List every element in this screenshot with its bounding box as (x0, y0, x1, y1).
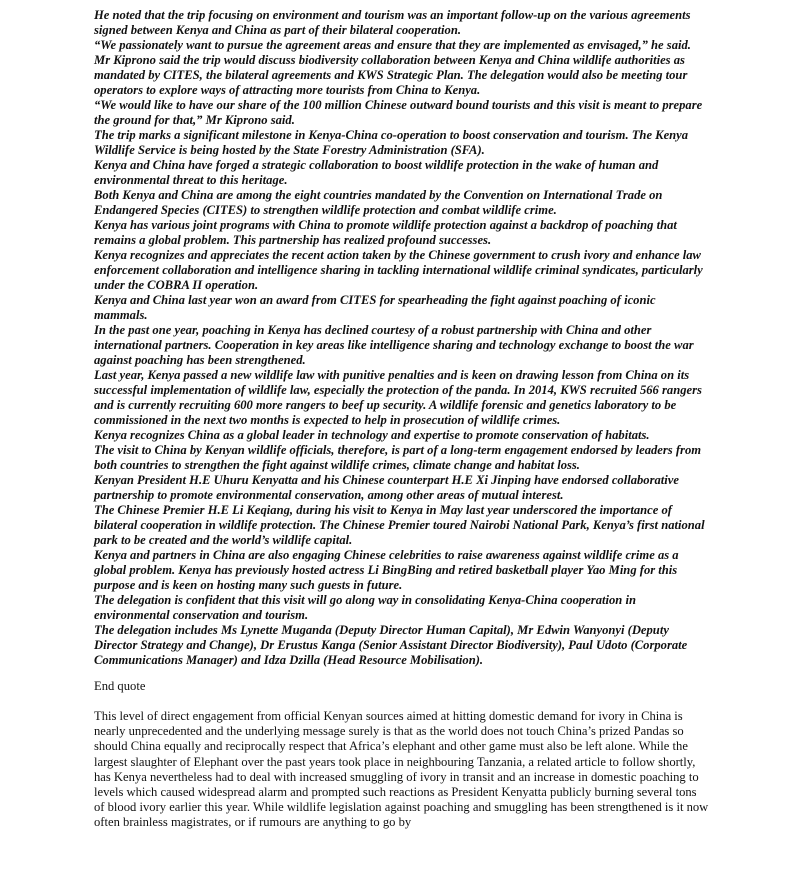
body-paragraph: This level of direct engagement from official Kenyan sources aimed at hitting domestic demand for ivory in China is nearly unprecedented and the underlying message surely is that as the world does not touch China’s prized Pandas so should China equally and reciprocally respect that Africa’s elephant and other game must also be left alone. While the largest slaughter of Elephant over the past years took place in neighbouring Tanzania, a related article to follow shortly, has Kenya nevertheless had to deal with increased smuggling of ivory in transit and an increase in domestic poaching to levels which caused widespread alarm and prompted such reactions as President Kenyatta publicly burning several tons of blood ivory earlier this year. While wildlife legislation against poaching and smuggling has been strengthened is it now often brainless magistrates, or if rumours are anything to go by (94, 709, 709, 830)
quote-paragraph: The Chinese Premier H.E Li Keqiang, during his visit to Kenya in May last year underscored the importance of bilateral cooperation in wildlife protection. The Chinese Premier toured Nairobi National Park, Kenya’s first national park to be created and the world’s wildlife capital. (94, 503, 705, 547)
quote-paragraph: The visit to China by Kenyan wildlife officials, therefore, is part of a long-term engagement endorsed by leaders from both countries to strengthen the fight against wildlife crimes, climate change and habitat loss. (94, 443, 702, 472)
quote-paragraph: Kenya has various joint programs with China to promote wildlife protection against a backdrop of poaching that remains a global problem. This partnership has realized profound successes. (94, 218, 677, 247)
quote-paragraph: Kenya and China last year won an award from CITES for spearheading the fight against poaching of iconic mammals. (94, 293, 656, 322)
quote-paragraph: Mr Kiprono said the trip would discuss biodiversity collaboration between Kenya and China wildlife authorities as mandated by CITES, the bilateral agreements and KWS Strategic Plan. The delegation would also be meeting tour operators to explore ways of attracting more tourists from China to Kenya. (94, 53, 688, 97)
quote-paragraph: Last year, Kenya passed a new wildlife law with punitive penalties and is keen on drawing lesson from China on its successful implementation of wildlife law, especially the protection of the panda. In 2014, KWS recruited 566 rangers and is currently recruiting 600 more rangers to beef up security. A wildlife forensic and genetics laboratory to be commissioned in the next two months is expected to help in prosecution of wildlife crimes. (94, 368, 702, 427)
quote-paragraph: The delegation is confident that this visit will go along way in consolidating Kenya-China cooperation in environmental conservation and tourism. (94, 593, 636, 622)
quote-paragraph: Kenya recognizes China as a global leader in technology and expertise to promote conservation of habitats. (94, 428, 650, 442)
end-quote-label: End quote (94, 679, 146, 693)
quote-paragraph: Kenyan President H.E Uhuru Kenyatta and his Chinese counterpart H.E Xi Jinping have endorsed collaborative partnership to promote environmental conservation, among other areas of mutual interest. (94, 473, 679, 502)
quote-paragraph: “We would like to have our share of the 100 million Chinese outward bound tourists and this visit is meant to prepare the ground for that,” Mr Kiprono said. (94, 98, 703, 127)
quoted-press-release (94, 8, 710, 668)
quote-paragraph: In the past one year, poaching in Kenya has declined courtesy of a robust partnership with China and other international partners. Cooperation in key areas like intelligence sharing and technology exchange to boost the war against poaching has been strengthened. (94, 323, 694, 367)
quote-paragraph: The trip marks a significant milestone in Kenya-China co-operation to boost conservation and tourism. The Kenya Wildlife Service is being hosted by the State Forestry Administration (SFA). (94, 128, 689, 157)
quote-paragraph: Both Kenya and China are among the eight countries mandated by the Convention on International Trade on Endangered Species (CITES) to strengthen wildlife protection and combat wildlife crime. (94, 188, 663, 217)
quote-paragraph: Kenya recognizes and appreciates the recent action taken by the Chinese government to crush ivory and enhance law enforcement collaboration and intelligence sharing in tackling international wildlife criminal syndicates, particularly under the COBRA II operation. (94, 248, 703, 292)
quote-paragraph: The delegation includes Ms Lynette Muganda (Deputy Director Human Capital), Mr Edwin Wanyonyi (Deputy Director Strategy and Change), Dr Erustus Kanga (Senior Assistant Director Biodiversity), Paul Udoto (Corporate Communications Manager) and Idza Dzilla (Head Resource Mobilisation). (94, 623, 688, 667)
quote-paragraph: Kenya and partners in China are also engaging Chinese celebrities to raise awareness against wildlife crime as a global problem. Kenya has previously hosted actress Li BingBing and retired basketball player Yao Ming for this purpose and is keen on hosting many such guests in future. (94, 548, 679, 592)
quote-paragraph: “We passionately want to pursue the agreement areas and ensure that they are implemented as envisaged,” he said. (94, 38, 691, 52)
document-page (94, 8, 710, 831)
quote-paragraph: He noted that the trip focusing on environment and tourism was an important follow-up on the various agreements signed between Kenya and China as part of their bilateral cooperation. (94, 8, 691, 37)
quote-paragraph: Kenya and China have forged a strategic collaboration to boost wildlife protection in the wake of human and environmental threat to this heritage. (94, 158, 659, 187)
